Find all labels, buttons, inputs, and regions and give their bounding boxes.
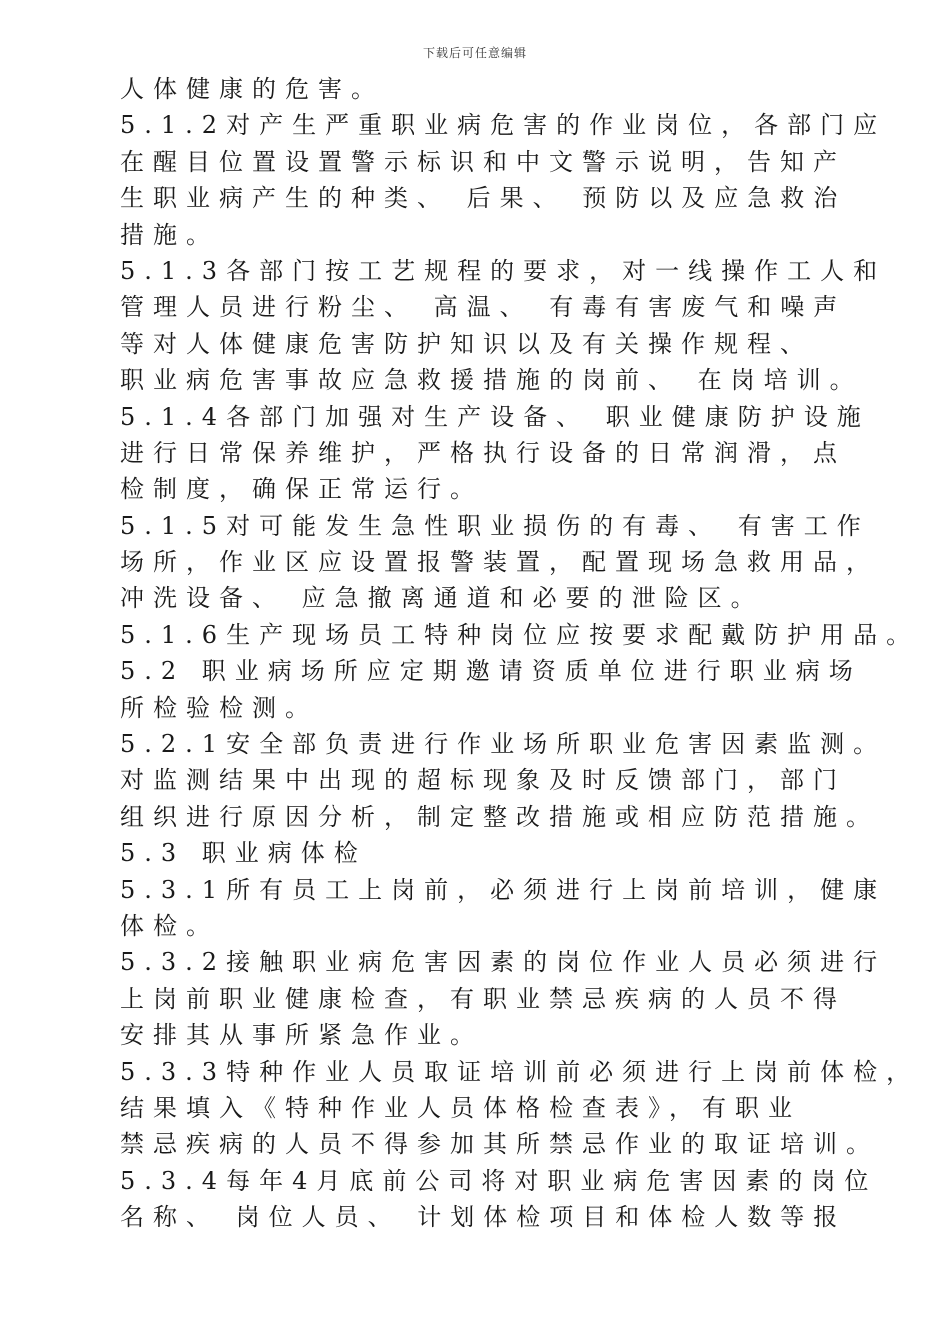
text-line: 5.3.4每年4月底前公司将对职业病危害因素的岗位 <box>120 1166 878 1195</box>
text-line: 组织进行原因分析，制定整改措施或相应防范措施。 <box>120 802 879 831</box>
text-line: 冲洗设备、 应急撤离通道和必要的泄险区。 <box>120 584 764 613</box>
text-line: 5.1.5对可能发生急性职业损伤的有毒、 有害工作 <box>120 511 870 540</box>
text-line: 5.3.2接触职业病危害因素的岗位作业人员必须进行 <box>120 948 887 977</box>
text-line: 5.1.3各部门按工艺规程的要求，对一线操作工人和 <box>120 256 887 285</box>
page-header: 下载后可任意编辑 <box>422 46 527 60</box>
text-line: 5.1.6生产现场员工特种岗位应按要求配戴防护用品。 <box>120 620 920 649</box>
text-line: 5.1.4各部门加强对生产设备、 职业健康防护设施 <box>120 402 870 431</box>
text-line: 5.3 职业病体检 <box>120 839 367 868</box>
text-line: 场所，作业区应设置报警装置，配置现场急救用品， <box>120 548 879 577</box>
text-line: 5.2 职业病场所应定期邀请资质单位进行职业病场 <box>120 657 862 686</box>
text-line: 对监测结果中出现的超标现象及时反馈部门，部门 <box>120 766 846 795</box>
text-line: 进行日常保养维护，严格执行设备的日常润滑，点 <box>120 438 846 467</box>
document-body <box>120 71 920 1236</box>
text-line: 所检验检测。 <box>120 693 318 722</box>
text-line: 体检。 <box>120 911 219 940</box>
text-line: 5.3.3特种作业人员取证培训前必须进行上岗前体检， <box>120 1057 920 1086</box>
text-line: 名称、 岗位人员、 计划体检项目和体检人数等报 <box>120 1203 847 1232</box>
text-line: 禁忌疾病的人员不得参加其所禁忌作业的取证培训。 <box>120 1130 879 1159</box>
text-line: 职业病危害事故应急救援措施的岗前、 在岗培训。 <box>120 366 863 395</box>
text-line: 安排其从事所紧急作业。 <box>120 1021 483 1050</box>
text-line: 上岗前职业健康检查，有职业禁忌疾病的人员不得 <box>120 984 846 1013</box>
text-line: 5.1.2对产生严重职业病危害的作业岗位，各部门应 <box>120 111 887 140</box>
text-line: 人体健康的危害。 <box>120 75 384 103</box>
text-line: 措施。 <box>120 220 219 249</box>
text-line: 检制度，确保正常运行。 <box>120 475 483 504</box>
text-line: 5.3.1所有员工上岗前，必须进行上岗前培训，健康 <box>120 875 887 904</box>
text-line: 5.2.1安全部负责进行作业场所职业危害因素监测。 <box>120 730 887 759</box>
text-line: 等对人体健康危害防护知识以及有关操作规程、 <box>120 329 813 358</box>
text-line: 生职业病产生的种类、 后果、 预防以及应急救治 <box>120 184 847 213</box>
text-line: 管理人员进行粉尘、 高温、 有毒有害废气和噪声 <box>120 293 847 322</box>
text-line: 在醒目位置设置警示标识和中文警示说明，告知产 <box>120 147 846 176</box>
text-line: 结果填入《特种作业人员体格检查表》，有职业 <box>120 1093 801 1122</box>
